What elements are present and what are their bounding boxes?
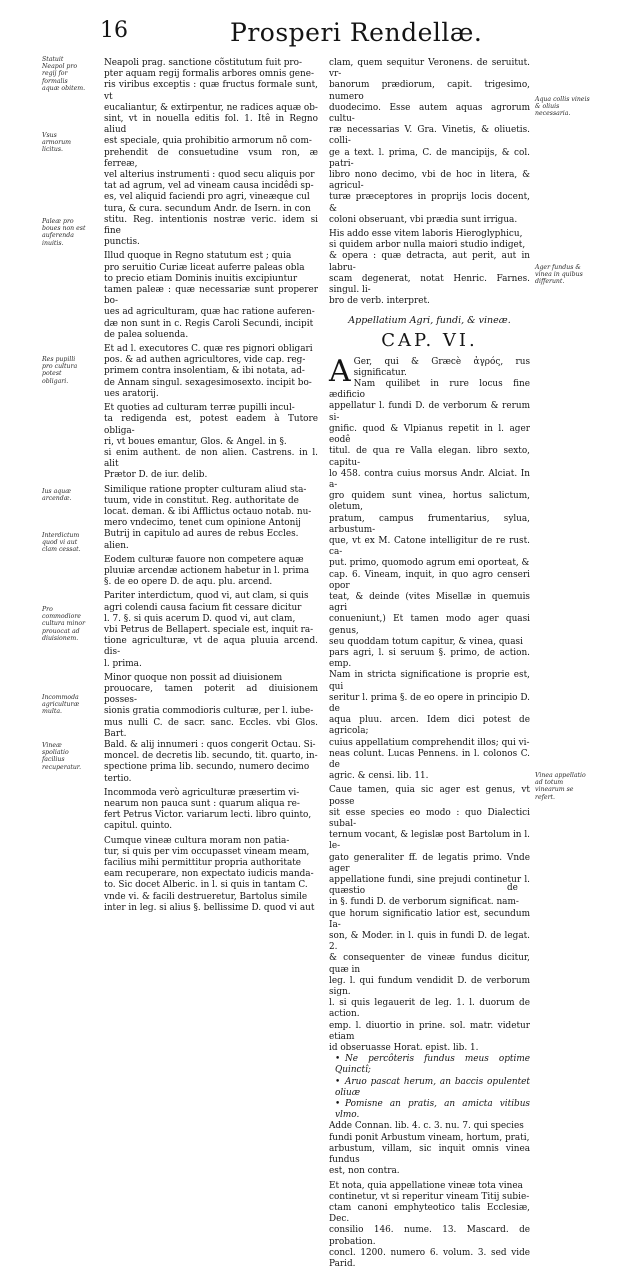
text-line: ge a text. l. prima, C. de mancipijs, & col. patri- bbox=[329, 147, 530, 169]
margin-note: Ius aquæ arcendæ. bbox=[42, 488, 72, 503]
text-line: agric. & censi. lib. 11. bbox=[329, 771, 429, 782]
text-line: gnific. quod & Vlpianus repetit in l. ager eodê bbox=[329, 423, 530, 446]
verse-text: Pomisne an pratis, an amicta vitibus vlmo. bbox=[335, 1099, 530, 1121]
text-line: aqua pluu. arcen. Idem dici potest de agricola; bbox=[329, 715, 530, 737]
text-line: vbi Petrus de Bellapert. speciale est, inquit ra- bbox=[104, 624, 314, 635]
text-line: coloni obseruant, vbi prædia sunt irrigua. bbox=[329, 214, 518, 225]
text-line: tertio. bbox=[104, 773, 132, 784]
margin-note: Vinea appellatio ad totum vinearum se refert. bbox=[535, 772, 586, 801]
text-line: l. si quis legauerit de leg. 1. l. duorum de action. bbox=[329, 998, 530, 1020]
text-line: scam degenerat, notat Henric. Farnes. singul. li- bbox=[329, 273, 530, 296]
text-line: ctam canoni emphyteotico talis Ecclesiæ, Dec. bbox=[329, 1202, 530, 1225]
text-line: ræ necessarias V. Gra. Vinetis, & oliuetis. colli- bbox=[329, 125, 530, 147]
text-line: vnde vi. & facili destrueretur, Bartolus simile bbox=[104, 891, 308, 902]
text-line: gro quidem sunt vinea, hortus salictum, oletum, bbox=[329, 491, 530, 513]
text-line: to. Sic docet Alberic. in l. si quis in tantam C. bbox=[104, 880, 308, 891]
text-line: ues aratorij. bbox=[104, 388, 159, 399]
text-line: Nam quilibet in rure locus fine ædificio bbox=[329, 379, 530, 401]
text-line: ri, vt boues emantur, Glos. & Angel. in §. bbox=[104, 436, 287, 447]
text-line: que horum significatio latior est, secundum Ia- bbox=[329, 908, 530, 930]
text-line: tat ad agrum, vel ad vineam causa incidêdi sp- bbox=[104, 181, 314, 192]
text-line: alien. bbox=[104, 540, 129, 551]
section-title: Appellatium Agri, fundi, & vineæ. bbox=[348, 315, 511, 327]
left-column bbox=[104, 58, 318, 914]
text-line: stitu. Reg. intentionis nostræ veric. idem si fine bbox=[104, 214, 318, 237]
text-line: tamen paleæ : quæ necessariæ sunt properer bo- bbox=[104, 285, 318, 307]
drop-cap: A bbox=[329, 353, 351, 389]
text-line: tione agriculturæ, vt de aqua pluuia arcend. dis- bbox=[104, 636, 318, 658]
text-line: Incommoda verò agriculturæ præsertim vi- bbox=[104, 787, 300, 798]
text-line: Ger, qui & Græcè ἀγρός, rus significatur. bbox=[353, 356, 530, 378]
margin-note: Ager fundus & vinea in quibus differunt. bbox=[535, 264, 583, 286]
verse-line: • Pomisne an pratis, an amicta vitibus vlmo. bbox=[335, 1099, 530, 1121]
text-line: concl. 1200. numero 6. volum. 3. sed vide Parid. bbox=[329, 1247, 530, 1269]
right-column bbox=[329, 58, 530, 1270]
text-line: Pariter interdictum, quod vi, aut clam, si quis bbox=[104, 591, 309, 602]
text-line: Prætor D. de iur. delib. bbox=[104, 470, 208, 481]
text-line: clam, quem sequitur Veronens. de seruitut. vr- bbox=[329, 58, 530, 80]
text-line: put. primo, quomodo agrum emi oporteat, & bbox=[329, 558, 530, 569]
text-line: Adde Connan. lib. 4. c. 3. nu. 7. qui species bbox=[329, 1121, 524, 1132]
text-line: spectione prima lib. secundo, numero decimo bbox=[104, 762, 310, 773]
verse-line: • Aruo pascat herum, an baccis opulentet oliuæ bbox=[335, 1076, 530, 1098]
text-line: Illud quoque in Regno statutum est ; quia bbox=[104, 251, 292, 262]
text-line: est, non contra. bbox=[329, 1166, 400, 1177]
text-line: pluuiæ arcendæ actionem habetur in l. prima bbox=[104, 565, 310, 576]
text-line: Nam in stricta significatione is proprie est, qui bbox=[329, 670, 530, 692]
margin-note: Paleæ pro boues non est auferenda inuitis. bbox=[42, 218, 86, 247]
text-line: sionis gratia commodioris culturæ, per l. iube- bbox=[104, 706, 314, 717]
text-line: facilius mihi permittitur propria authoritate bbox=[104, 858, 302, 869]
text-line: pars agri, l. si seruum §. primo, de action. emp. bbox=[329, 647, 530, 670]
text-line: sint, vt in nouella editis fol. 1. Itê in Regno aliud bbox=[104, 114, 318, 136]
text-line: conueniunt,) Et tamen modo ager quasi genus, bbox=[329, 614, 530, 636]
text-line: dæ non sunt in c. Regis Caroli Secundi, incipit bbox=[104, 318, 314, 329]
chapter-heading: CAP. VI. bbox=[381, 329, 478, 351]
text-line: mero vndecimo, tenet cum opinione Antonij bbox=[104, 518, 301, 529]
page-header bbox=[0, 18, 625, 54]
text-line: tur, si quis per vim occupasset vineam meam, bbox=[104, 846, 310, 857]
text-line: mus nulli C. de sacr. sanc. Eccles. vbi Glos. Bart. bbox=[104, 717, 318, 739]
margin-note: Aqua collis vineis & oliuis necessaria. bbox=[535, 96, 590, 118]
text-line: in §. fundi D. de verborum significat. nam- bbox=[329, 897, 519, 908]
text-line: fert Petrus Victor. variarum lecti. libro quinto, bbox=[104, 810, 312, 821]
text-line: consilio 146. nume. 13. Mascard. de probation. bbox=[329, 1225, 530, 1247]
text-line: ues ad agriculturam, quæ hac ratione auferen- bbox=[104, 307, 315, 318]
text-line: est speciale, quia prohibitio armorum nõ com- bbox=[104, 136, 312, 147]
text-line: prouocare, tamen poterit ad diuisionem posses- bbox=[104, 683, 318, 706]
text-line: vel alterius instrumenti : quod secu aliquis por bbox=[104, 170, 315, 181]
text-line: turæ præceptores in proprijs locis docent, & bbox=[329, 192, 530, 214]
text-line: agri colendi causa facium fit cessare dicitur bbox=[104, 602, 302, 613]
text-line: son, & Moder. in l. quis in fundi D. de legat. 2. bbox=[329, 931, 530, 953]
text-line: prehendit de consuetudine vsum ron, æ ferreæ, bbox=[104, 147, 318, 169]
text-line: His addo esse vitem laboris Hieroglyphicu, bbox=[329, 229, 523, 240]
text-line: & consequenter de vineæ fundus dicitur, quæ in bbox=[329, 953, 530, 975]
running-title: Prosperi Rendellæ. bbox=[230, 18, 483, 47]
text-line: de palea soluenda. bbox=[104, 329, 189, 340]
text-line: seu quoddam totum capitur, & vinea, quasi bbox=[329, 636, 523, 647]
text-line: lo 458. contra cuius morsus Andr. Alciat. In a- bbox=[329, 468, 530, 490]
text-line: id obseruasse Horat. epist. lib. 1. bbox=[329, 1043, 479, 1054]
text-line: leg. l. qui fundum vendidit D. de verborum sign. bbox=[329, 975, 530, 998]
text-line: Et quoties ad culturam terræ pupilli incul- bbox=[104, 403, 295, 414]
text-line: l. prima. bbox=[104, 658, 142, 669]
text-line: bro de verb. interpret. bbox=[329, 296, 430, 307]
text-line: banorum prædiorum, capit. trigesimo, numero bbox=[329, 80, 530, 102]
text-line: cap. 6. Vineam, inquit, in quo agro censeri opor bbox=[329, 569, 530, 591]
text-line: pratum, campus frumentarius, sylua, arbustum- bbox=[329, 513, 530, 535]
text-line: & opera : quæ detracta, aut perit, aut in labru- bbox=[329, 251, 530, 273]
text-line: pter aquam regij formalis arbores omnis gene- bbox=[104, 69, 315, 80]
text-line: si quidem arbor nulla maiori studio indiget, bbox=[329, 240, 526, 251]
text-line: Neapoli prag. sanctione cõstitutum fuit pro- bbox=[104, 58, 303, 68]
text-line: Minor quoque non possit ad diuisionem bbox=[104, 672, 283, 683]
margin-note: Statuit Neapol pro regij for formalis aquæ obitem. bbox=[42, 56, 86, 92]
text-line: pos. & ad authen agricultores, vide cap. reg- bbox=[104, 355, 306, 366]
text-line: duodecimo. Esse autem aquas agrorum cultu- bbox=[329, 102, 530, 125]
text-line: Cumque vineæ cultura moram non patia- bbox=[104, 835, 290, 846]
text-line: nearum non pauca sunt : quarum aliqua re- bbox=[104, 799, 300, 809]
text-line: neas colunt. Lucas Pennens. in l. colonos C. de bbox=[329, 748, 530, 770]
text-line: l. 7. §. si quis acerum D. quod vi, aut clam, bbox=[104, 613, 296, 624]
text-line: Similique ratione propter culturam aliud sta- bbox=[104, 484, 307, 495]
page-number: 16 bbox=[100, 18, 128, 43]
margin-note: Interdictum quod vi aut clam cessat. bbox=[42, 532, 81, 554]
text-line: tura, & cura. secundum Andr. de Isern. in con bbox=[104, 203, 311, 214]
text-line: inter in leg. si alius §. bellissime D. quod vi aut bbox=[104, 902, 315, 913]
verse-text: Aruo pascat herum, an baccis opulentet oliuæ bbox=[335, 1076, 530, 1098]
margin-note: Vsus armorum licitus. bbox=[42, 132, 72, 154]
margin-note: Res pupilli pro cultura potest obligari. bbox=[42, 356, 78, 385]
text-line: to precio etiam Dominis inuitis excipiuntur bbox=[104, 273, 298, 284]
margin-note: Incommoda agriculturæ multa. bbox=[42, 694, 80, 716]
text-line: Bald. & alij innumeri : quos congerit Octau. Si- bbox=[104, 739, 316, 750]
text-line: es, vel aliquid faciendi pro agri, vineæque cul bbox=[104, 192, 310, 203]
margin-note: Pro commodiore cultura minor prouocat ad diuisionem. bbox=[42, 606, 86, 642]
text-line: cuius appellatium comprehendit illos; qui vi- bbox=[329, 737, 530, 748]
text-line: punctis. bbox=[104, 237, 140, 248]
verse-line: • Ne percôteris fundus meus optime Quinctî; bbox=[335, 1054, 530, 1076]
text-line: eam recuperare, non expectato iudicis manda- bbox=[104, 869, 314, 880]
margin-note: Vineæ spoliatio facilius recuperatur. bbox=[42, 742, 82, 771]
text-line: libro nono decimo, vbi de hoc in litera, & agricul- bbox=[329, 170, 530, 192]
text-line: tuum, vide in constitut. Reg. authoritate de bbox=[104, 495, 299, 506]
text-line: Eodem culturæ fauore non competere aquæ bbox=[104, 554, 304, 565]
text-line: appellatione fundi, sine prejudi continetur l. quæstio bbox=[329, 875, 530, 897]
text-line: ta redigenda est, potest eadem à Tutore obliga- bbox=[104, 414, 318, 436]
text-line: ris viribus exceptis : quæ fructus formale sunt, vt bbox=[104, 80, 318, 102]
verse-text: Ne percôteris fundus meus optime Quinctî; bbox=[335, 1054, 530, 1076]
text-line: que, vt ex M. Catone intelligitur de re rust. ca- bbox=[329, 535, 530, 558]
text-line: gato generaliter ff. de legatis primo. Vnde ager bbox=[329, 852, 530, 874]
text-line: fundi ponit Arbustum vineam, hortum, prati, bbox=[329, 1132, 530, 1143]
text-line: teat, & deinde (vites Misellæ in quemuis agri bbox=[329, 591, 530, 614]
text-line: primem contra insolentiam, & ibi notata, ad- bbox=[104, 366, 305, 377]
text-line: titul. de qua re Valla elegan. libro sexto, capitu- bbox=[329, 446, 530, 468]
text-line: ternum vocant, & legislæ post Bartolum in l. le- bbox=[329, 830, 530, 852]
text-line: arbustum, villam, sic inquit omnis vinea fundus bbox=[329, 1143, 530, 1166]
catchword: de bbox=[507, 883, 518, 893]
text-line: moncel. de decretis lib. secundo, tit. quarto, in- bbox=[104, 751, 318, 762]
text-line: emp. l. diuortio in prine. sol. matr. videtur etiam bbox=[329, 1020, 530, 1042]
text-line: seritur l. prima §. de eo opere in principio D. de bbox=[329, 692, 530, 714]
text-line: Et nota, quia appellatione vineæ tota vinea bbox=[329, 1180, 523, 1191]
text-line: Caue tamen, quia sic ager est genus, vt posse bbox=[329, 785, 530, 807]
text-line: Butrij in capitulo ad aures de rebus Eccles. bbox=[104, 529, 299, 540]
text-line: continetur, vt si reperitur vineam Titij subie- bbox=[329, 1191, 530, 1202]
text-line: pro seruitio Curiæ liceat auferre paleas obla bbox=[104, 262, 305, 273]
text-line: §. de eo opere D. de aqu. plu. arcend. bbox=[104, 577, 273, 588]
text-line: si enim authent. de non alien. Castrens. in l. alit bbox=[104, 447, 318, 470]
text-line: eucaliantur, & extirpentur, ne radices aquæ ob- bbox=[104, 102, 318, 113]
text-line: locat. deman. & ibi Afflictus octauo notab. nu- bbox=[104, 506, 312, 517]
text-line: sit esse species eo modo : quo Dialectici subal- bbox=[329, 807, 530, 829]
text-line: appellatur l. fundi D. de verborum & rerum si- bbox=[329, 401, 530, 423]
text-line: de Annam singul. sexagesimosexto. incipit bo- bbox=[104, 377, 312, 388]
text-line: Et ad l. executores C. quæ res pignori obligari bbox=[104, 344, 313, 355]
text-line: capitul. quinto. bbox=[104, 821, 173, 832]
